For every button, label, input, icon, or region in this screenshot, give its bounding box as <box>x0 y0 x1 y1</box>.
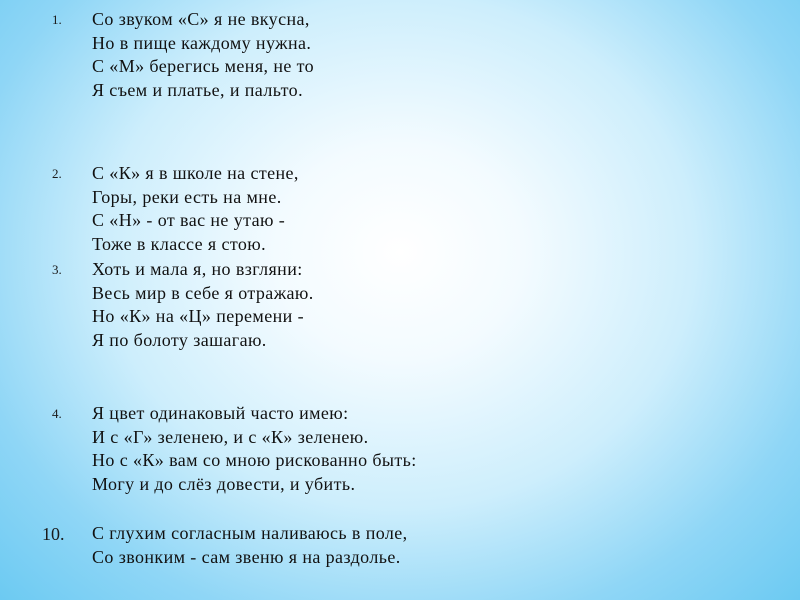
riddle-line: Но «К» на «Ц» перемени - <box>92 306 304 326</box>
riddle-line: Но в пище каждому нужна. <box>92 32 312 53</box>
riddle-number: 4. <box>52 406 62 421</box>
riddle-lines <box>92 402 417 496</box>
riddle-lines <box>92 522 408 569</box>
riddle-lines <box>92 162 299 256</box>
riddle-line: С глухим согласным наливаюсь в поле, <box>92 523 408 543</box>
riddle-line: И с «Г» зеленею, и с «К» зеленею. <box>92 426 369 447</box>
riddle-line: Я по болоту зашагаю. <box>92 329 267 350</box>
riddle-line: Тоже в классе я стою. <box>92 233 267 254</box>
riddle-line: Могу и до слёз довести, и убить. <box>92 473 356 494</box>
riddle-line: С «К» я в школе на стене, <box>92 163 299 183</box>
riddle-line: Весь мир в себе я отражаю. <box>92 282 314 303</box>
riddle-line: Я цвет одинаковый часто имею: <box>92 403 349 423</box>
riddle-line: Я съем и платье, и пальто. <box>92 79 303 100</box>
riddle-number: 10. <box>42 524 65 544</box>
riddle-line: Но с «К» вам со мною рискованно быть: <box>92 450 417 470</box>
riddle-line: Горы, реки есть на мне. <box>92 186 282 207</box>
riddle-lines <box>92 258 314 352</box>
riddle-line: Со звонким - сам звеню я на раздолье. <box>92 546 401 567</box>
riddle-lines <box>92 8 314 102</box>
riddle-line: С «Н» - от вас не утаю - <box>92 210 286 230</box>
riddle-number: 3. <box>52 262 62 277</box>
riddle-line: С «М» берегись меня, не то <box>92 56 315 76</box>
riddle-line: Со звуком «С» я не вкусна, <box>92 9 310 29</box>
riddle-line: Хоть и мала я, но взгляни: <box>92 259 303 279</box>
riddle-number: 2. <box>52 166 62 181</box>
riddle-number: 1. <box>52 12 62 27</box>
